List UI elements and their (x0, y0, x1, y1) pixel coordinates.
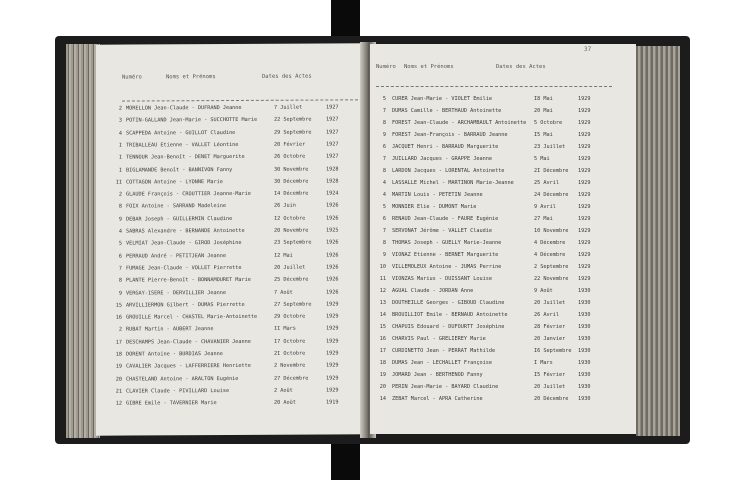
entry-name: BIGLAMANDE Benoît - BANNIVON Fanny (126, 166, 233, 174)
entry-num: 9 (118, 216, 122, 223)
entry-num: 7 (118, 265, 122, 272)
entry-name: FOREST Jean-Claude - ARCHAMBAULT Antoinette (392, 120, 527, 126)
entry-year: 1930 (578, 288, 591, 294)
entry-date: 26 Juin (274, 203, 296, 210)
entry-date: I Mars (534, 360, 553, 366)
entry-date: 20 Juillet (534, 300, 566, 306)
entry-name: MONNIER Elie - DUMONT Marie (392, 204, 477, 210)
entry-name: AGUAL Claude - JORDAN Anne (392, 288, 474, 294)
entry-year: 1927 (326, 153, 339, 160)
entry-date: 29 Octobre (274, 313, 306, 320)
entry-year: 1930 (578, 396, 591, 402)
entry-date: 9 Avril (534, 204, 556, 210)
entry-date: 20 Août (274, 399, 296, 406)
entry-year: 1929 (578, 240, 591, 246)
entry-num: 18 (379, 360, 386, 366)
entry-name: FOIX Antoine - SARRAND Madeleine (126, 203, 226, 210)
entry-date: 20 Décembre (534, 396, 569, 402)
entry-num: 20 (115, 376, 122, 383)
entry-name: DORENT Antoine - BURDIAS Jeanne (126, 351, 223, 358)
header-number: Numéro (376, 64, 396, 70)
entry-date: I7 Octobre (274, 338, 306, 345)
entry-year: 1929 (326, 375, 339, 382)
entry-year: 1930 (578, 372, 591, 378)
entry-num: 9 (382, 132, 386, 138)
header-number: Numéro (122, 74, 142, 81)
entry-year: 1929 (578, 252, 591, 258)
entry-date: I2 Octobre (274, 215, 306, 222)
entry-name: ARVILLIERMON Gilbert - DUMAS Pierrette (126, 301, 245, 309)
entry-year: 1930 (578, 324, 591, 330)
entry-name: DUMAS Camille - BERTHAUD Antoinette (392, 108, 502, 114)
entry-year: 1929 (326, 350, 339, 357)
entry-name: JUILLARD Jacques - GRAPPE Jeanne (392, 156, 492, 162)
entry-num: 6 (118, 253, 122, 260)
entry-date: 2 Septembre (534, 264, 569, 270)
entry-year: 1929 (326, 313, 339, 320)
entry-year: 1929 (578, 132, 591, 138)
entry-num: 8 (382, 168, 386, 174)
entry-year: 1929 (578, 180, 591, 186)
entry-num: 6 (382, 216, 386, 222)
entry-year: 1929 (578, 264, 591, 270)
entry-year: 1928 (326, 178, 339, 185)
entry-year: 1929 (578, 156, 591, 162)
entry-num: 2 (118, 326, 122, 333)
entry-name: CAVALIER Jacques - LAFFERRIERE Henriette (126, 363, 251, 370)
entry-date: 24 Décembre (534, 192, 569, 198)
entry-num: 7 (382, 228, 386, 234)
left-page (96, 43, 368, 435)
entry-date: 25 Décembre (274, 276, 309, 283)
entry-date: I5 Février (534, 372, 566, 378)
entry-year: 1929 (326, 387, 339, 394)
entry-num: 17 (379, 348, 386, 354)
entry-name: CLAVIER Claude - PIVILLARD Louise (126, 387, 230, 395)
entry-date: I8 Mai (534, 96, 553, 102)
entry-num: 10 (379, 264, 386, 270)
entry-num: 8 (118, 203, 122, 210)
header-names: Noms et Prénoms (166, 74, 216, 81)
entry-num: 16 (115, 314, 122, 321)
entry-name: TENNOUR Jean-Benoît - DENET Marguerite (126, 154, 245, 161)
entry-num: 18 (115, 351, 122, 358)
entry-num: I (118, 154, 122, 161)
entry-year: 1929 (326, 325, 339, 332)
entry-year: 1928 (326, 165, 339, 173)
entry-name: LARDON Jacques - LORENTAL Antoinette (392, 168, 505, 174)
entry-year: 1929 (578, 204, 591, 210)
entry-num: 12 (115, 400, 122, 407)
entry-name: FOREST Jean-François - BARRAUD Jeanne (392, 132, 508, 138)
entry-name: SABRAS Alexandre - BERNANDE Antoinette (126, 227, 245, 235)
entry-year: 1929 (326, 362, 339, 369)
entry-date: 9 Août (534, 288, 553, 294)
entry-name: SERVONAT Jérôme - VALLET Claudie (392, 228, 492, 234)
entry-date: 2 Août (274, 387, 293, 394)
entry-num: 6 (382, 144, 386, 150)
entry-year: 1926 (326, 239, 339, 246)
entry-num: 14 (379, 312, 386, 318)
entry-name: SCAPPEDA Antoine - GUILLOT Claudine (126, 129, 236, 137)
entry-date: 5 Octobre (534, 120, 563, 126)
entry-year: 1926 (326, 288, 339, 296)
entry-date: 22 Septembre (274, 116, 312, 124)
entry-num: 4 (382, 192, 386, 198)
entry-name: VERGAY-ISERE - DERVILLIER Jeanne (126, 289, 226, 297)
entry-name: CHASTELAND Antoine - ARALTON Eugénie (126, 375, 239, 383)
entry-date: 7 Juillet (274, 104, 303, 111)
entry-num: 11 (379, 276, 386, 282)
entry-date: 22 Novembre (534, 276, 569, 282)
entry-num: 5 (382, 96, 386, 102)
entry-num: 4 (118, 130, 122, 137)
entry-num: 8 (382, 120, 386, 126)
entry-year: 1930 (578, 300, 591, 306)
entry-year: 1926 (326, 215, 339, 222)
entry-year: 1929 (578, 192, 591, 198)
entry-name: JACQUET Henri - BARRAUD Marguerite (392, 144, 499, 150)
entry-num: 21 (115, 388, 122, 395)
entry-year: 1924 (326, 190, 339, 197)
entry-num: 2 (118, 191, 122, 198)
entry-name: DESCHAMPS Jean-Claude - CHAVANIER Jeanne (126, 338, 251, 346)
entry-year: 1929 (578, 276, 591, 282)
entry-year: 1929 (578, 168, 591, 174)
entry-date: I2 Mai (274, 252, 293, 259)
entry-date: 23 Juillet (534, 144, 566, 150)
entry-year: 1929 (578, 96, 591, 102)
entry-num: 16 (379, 336, 386, 342)
entry-year: 1929 (578, 120, 591, 126)
entry-num: 5 (118, 240, 122, 247)
page-edges-left (66, 44, 100, 438)
entry-year: 1929 (578, 108, 591, 114)
entry-name: FUMAGE Jean-Claude - VOLLET Pierrette (126, 264, 242, 272)
entry-num: 2 (118, 105, 122, 112)
entry-date: 28 Février (534, 324, 566, 330)
entry-year: 1929 (578, 228, 591, 234)
entry-num: 12 (379, 288, 386, 294)
entry-year: 1930 (578, 360, 591, 366)
entry-name: DEBAR Joseph - GUILLERMIN Claudine (126, 215, 233, 223)
entry-date: 26 Octobre (274, 153, 306, 160)
entry-date: 29 Septembre (274, 129, 312, 136)
entry-year: 1929 (578, 216, 591, 222)
entry-num: 17 (115, 339, 122, 346)
entry-num: 7 (382, 156, 386, 162)
entry-name: GROUILLE Marcel - CHASTEL Marie-Antoinette (126, 313, 258, 321)
entry-num: 8 (382, 240, 386, 246)
entry-name: ZEBAT Marcel - APRA Catherine (392, 396, 483, 402)
entry-date: 4 Décembre (534, 240, 566, 246)
entry-year: 1930 (578, 312, 591, 318)
entry-name: VILLEMOLEUX Antoine - JUMAS Perrine (392, 264, 502, 270)
entry-date: 2 Novembre (274, 362, 306, 370)
entry-date: 25 Avril (534, 180, 559, 186)
entry-name: GLAUDE François - CROUTTIER Jeanne-Marie (126, 190, 251, 198)
entry-num: 9 (382, 252, 386, 258)
entry-date: 20 Novembre (274, 227, 309, 234)
header-names: Noms et Prénoms (404, 64, 454, 70)
entry-num: 4 (118, 228, 122, 235)
entry-name: PERIN Jean-Marie - BAYARD Claudine (392, 384, 499, 390)
entry-name: VELMIAT Jean-Claude - GIROD Joséphine (126, 240, 242, 247)
entry-date: II Mars (274, 326, 296, 333)
entry-date: I6 Septembre (534, 348, 572, 354)
entry-num: 9 (118, 290, 122, 297)
entry-num: I (118, 167, 122, 174)
entry-date: I5 Mai (534, 132, 553, 138)
entry-name: PLANTE Pierre-Benoît - BONNAMOURET Marie (126, 277, 251, 284)
entry-num: 20 (379, 384, 386, 390)
entry-name: RENAUD Jean-Claude - FAURE Eugénie (392, 216, 499, 222)
entry-num: 7 (382, 108, 386, 114)
header-dates: Dates des Actes (262, 73, 312, 80)
entry-date: 27 Septembre (274, 301, 312, 308)
entry-num: 8 (118, 277, 122, 284)
entry-name: CHARVIS Paul - GRELIEREY Marie (392, 336, 486, 342)
entry-date: 27 Décembre (274, 375, 309, 382)
entry-name: VIONAZ Etienne - BERNET Marguerite (392, 252, 499, 258)
entry-name: THOMAS Joseph - GUELLY Marie-Jeanne (392, 240, 502, 246)
entry-name: DOUTHEILLE Georges - GIBOUD Claudine (392, 300, 505, 306)
entry-date: 2I Décembre (534, 168, 569, 174)
entry-name: COTTAGON Antoine - LYONNE Marie (126, 178, 223, 186)
entry-year: 1929 (326, 338, 339, 345)
entry-date: 4 Décembre (534, 252, 566, 258)
page-number: 37 (584, 46, 592, 53)
entry-num: 19 (379, 372, 386, 378)
entry-year: 1926 (326, 264, 339, 271)
entry-num: 15 (379, 324, 386, 330)
entry-name: MORELLON Jean-Claude - DUFRAND Jeanne (126, 104, 242, 112)
entry-year: 1927 (326, 104, 339, 111)
entry-year: 1926 (326, 202, 339, 209)
entry-year: 1919 (326, 399, 339, 406)
entry-date: 20 Juillet (534, 384, 566, 390)
entry-name: RUBAT Martin - AUBERT Jeanne (126, 326, 214, 333)
entry-year: 1929 (578, 144, 591, 150)
entry-name: PERRAUD André - PETITJEAN Jeanne (126, 252, 226, 260)
entry-num: 3 (118, 117, 122, 124)
entry-date: 20 Février (274, 141, 306, 148)
entry-num: II (115, 179, 122, 186)
background-strip-bottom (331, 438, 360, 480)
entry-name: JOMARD Jean - BERTHENOD Fanny (392, 372, 483, 378)
entry-year: 1925 (326, 227, 339, 234)
entry-date: 20 Juillet (274, 264, 306, 271)
entry-date: 27 Mai (534, 216, 553, 222)
entry-date: 5 Mai (534, 156, 550, 162)
entry-name: LASSALLE Michel - MARTINON Marie-Jeanne (392, 180, 514, 186)
entry-num: 19 (115, 363, 122, 370)
entry-date: 30 Novembre (274, 166, 309, 173)
entry-num: I (118, 142, 122, 149)
entry-num: 5 (382, 204, 386, 210)
entry-date: I4 Décembre (274, 190, 309, 197)
entry-name: TRIBALLEAU Etienne - VALLET Léontine (126, 141, 239, 149)
entry-name: BROUILLIOT Emile - BERNAUD Antoinette (392, 312, 508, 318)
entry-year: 1930 (578, 336, 591, 342)
entry-date: 2I Octobre (274, 350, 306, 357)
entry-date: 10 Novembre (534, 228, 569, 234)
entry-year: 1927 (326, 141, 339, 148)
entry-date: 30 Décembre (274, 178, 309, 185)
entry-name: GIBRE Emile - TAVERNIER Marie (126, 400, 217, 407)
entry-year: 1929 (326, 301, 339, 308)
header-divider (376, 86, 612, 87)
entry-year: 1926 (326, 252, 339, 259)
entry-name: CHAPUIS Edouard - DUFOURTT Joséphine (392, 324, 505, 330)
entry-name: VIONZAS Marius - DUISSANT Louise (392, 276, 492, 282)
entry-date: 23 Septembre (274, 239, 312, 247)
entry-year: 1927 (326, 116, 339, 123)
entry-date: 20 Janvier (534, 336, 566, 342)
header-dates: Dates des Actes (496, 64, 546, 70)
entry-num: 14 (379, 396, 386, 402)
entry-date: 20 Mai (534, 108, 553, 114)
entry-name: CURDINETTO Jean - PERRAT Mathilde (392, 348, 496, 354)
header-divider (122, 99, 358, 101)
entry-num: 13 (379, 300, 386, 306)
entry-year: 1927 (326, 129, 339, 136)
entry-name: DUMAS Jean - LECHALLET Françoise (392, 360, 492, 366)
entry-name: POTIN-GALLAND Jean-Marie - SUCCHOTTE Marie (126, 117, 258, 124)
page-edges-right (636, 46, 680, 436)
entry-year: 1926 (326, 276, 339, 283)
entry-name: MARTIN Louis - PETETIN Jeanne (392, 192, 483, 198)
entry-date: 26 Avril (534, 312, 559, 318)
entry-date: 7 Août (274, 289, 293, 296)
entry-year: 1930 (578, 384, 591, 390)
entry-name: CURER Jean-Marie - VIOLET Emilie (392, 96, 492, 102)
right-page (370, 44, 636, 434)
entry-num: 15 (115, 302, 122, 309)
entry-num: 4 (382, 180, 386, 186)
entry-year: 1930 (578, 348, 591, 354)
